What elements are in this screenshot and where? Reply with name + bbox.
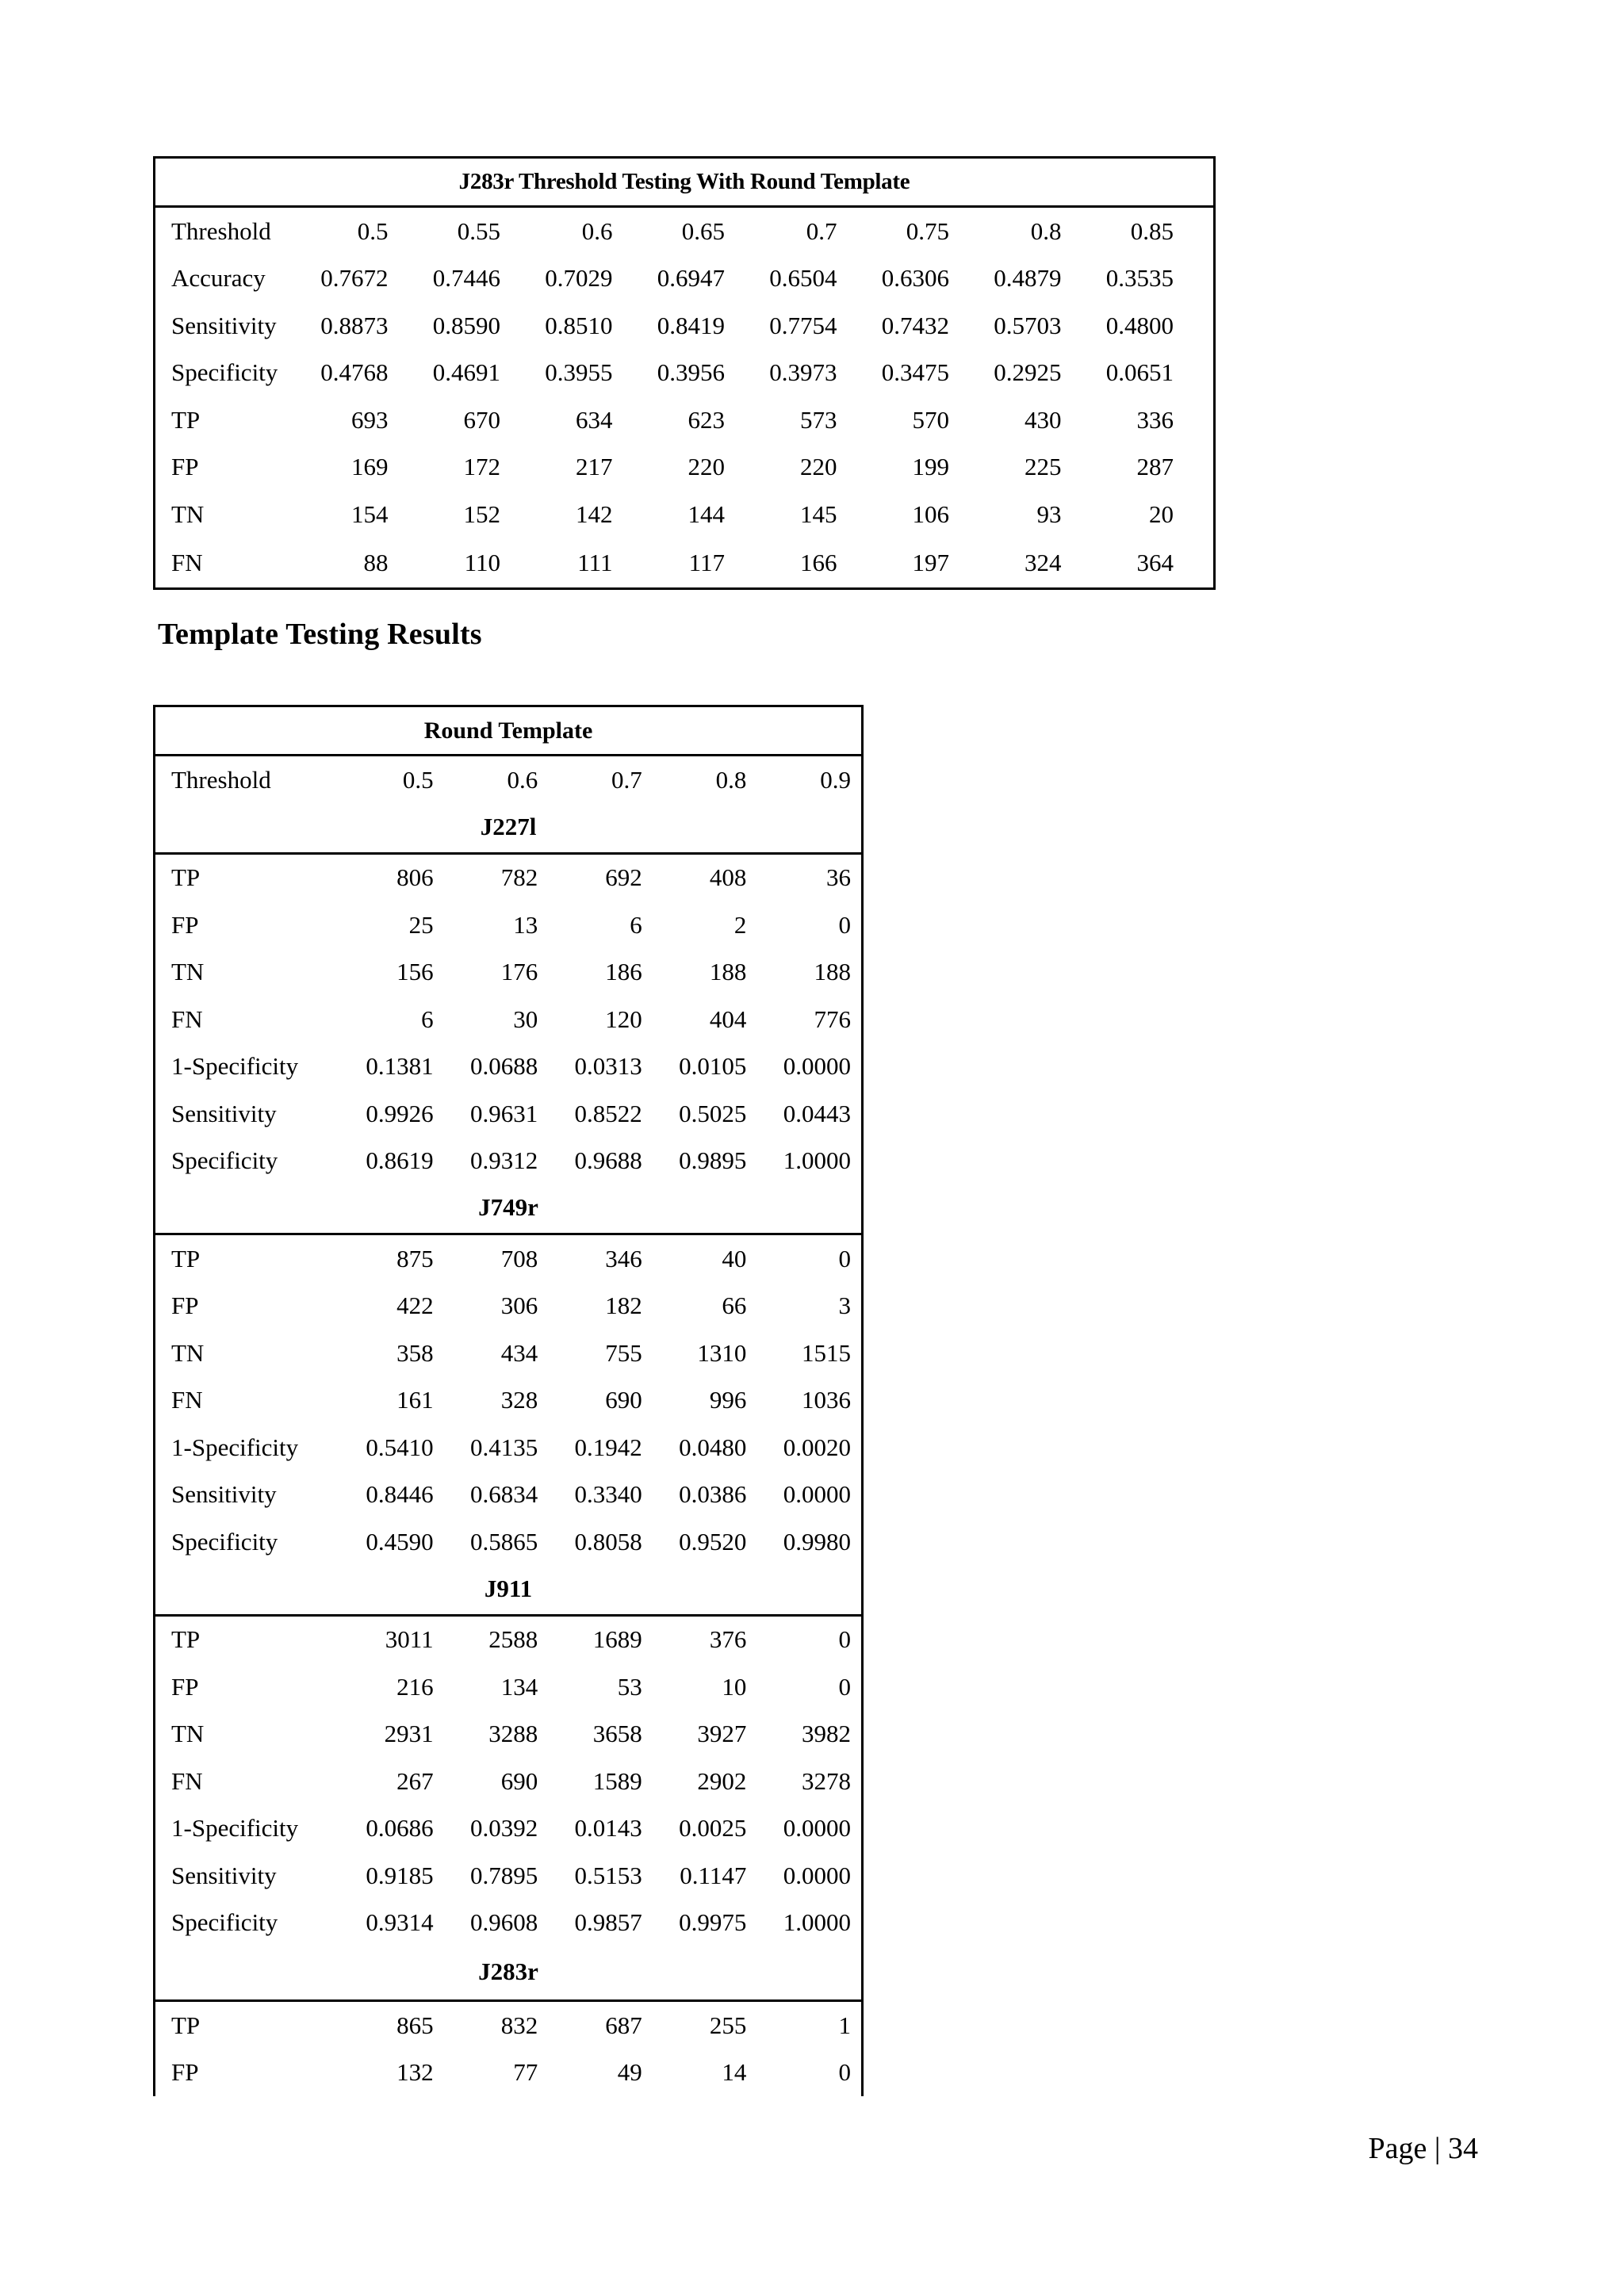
table-cell: 0.4590	[366, 1527, 434, 1556]
table-cell: 0.4768	[320, 358, 389, 387]
table-cell: 3927	[697, 1720, 747, 1748]
table-cell: 0.8058	[574, 1527, 642, 1556]
row-label: Threshold	[171, 765, 271, 794]
row-label: TP	[171, 1625, 201, 1654]
row-label: Threshold	[171, 216, 271, 245]
table-cell: 156	[396, 958, 434, 986]
table-cell: 0.9857	[574, 1908, 642, 1937]
table-cell: 6	[630, 910, 642, 939]
table-cell: 0.5703	[994, 311, 1062, 339]
table-row	[155, 2002, 861, 2049]
table-cell: 220	[688, 453, 725, 481]
table-cell: 66	[722, 1292, 747, 1320]
table-cell: 217	[576, 453, 613, 481]
row-label: Sensitivity	[171, 1480, 277, 1509]
table-cell: 120	[605, 1004, 642, 1033]
table-cell: 2	[733, 910, 747, 939]
table-cell: 88	[363, 548, 389, 576]
table-cell: 169	[351, 453, 389, 481]
table-cell: 0.0386	[679, 1480, 747, 1509]
table-cell: 0	[838, 1625, 851, 1654]
table-cell: 0.5	[402, 765, 434, 794]
table-cell: 20	[1149, 499, 1174, 528]
table-cell: 287	[1136, 453, 1174, 481]
table-cell: 0.7754	[769, 311, 837, 339]
table-cell: 0.6	[507, 765, 538, 794]
group-header: J749r	[155, 1184, 861, 1235]
section-heading: Template Testing Results	[158, 618, 482, 651]
table-cell: 336	[1136, 405, 1174, 434]
table-cell: 690	[605, 1386, 642, 1414]
row-label: 1-Specificity	[171, 1052, 299, 1081]
table-cell: 0.75	[906, 216, 949, 245]
table-cell: 188	[814, 958, 851, 986]
table-cell: 0.1942	[574, 1433, 642, 1461]
table-row	[155, 996, 861, 1043]
row-label: Sensitivity	[171, 311, 277, 339]
table-cell: 0.9895	[679, 1146, 747, 1175]
table-cell: 220	[800, 453, 837, 481]
table-cell: 0.8590	[432, 311, 500, 339]
table-cell: 111	[577, 548, 613, 576]
table-row	[155, 1424, 861, 1471]
row-label: TP	[171, 2011, 201, 2039]
row-label: Specificity	[171, 1146, 278, 1175]
table-cell: 0.8	[715, 765, 747, 794]
table-cell: 782	[500, 863, 538, 892]
table-row	[155, 901, 861, 949]
table-cell: 434	[500, 1338, 538, 1367]
table-cell: 0.0688	[469, 1052, 538, 1081]
table-cell: 225	[1025, 453, 1062, 481]
table-row	[155, 1711, 861, 1758]
table-cell: 358	[396, 1338, 434, 1367]
table-cell: 623	[688, 405, 725, 434]
table-cell: 144	[688, 499, 725, 528]
table-cell: 404	[709, 1004, 747, 1033]
table-cell: 182	[605, 1292, 642, 1320]
row-label: TN	[171, 958, 205, 986]
table-cell: 0.6306	[881, 264, 949, 293]
table-cell: 0.9688	[574, 1146, 642, 1175]
table-cell: 0.9	[820, 765, 851, 794]
row-label: FP	[171, 1672, 199, 1701]
table-row	[155, 1852, 861, 1900]
table-cell: 0.7	[806, 216, 837, 245]
table-cell: 806	[396, 863, 434, 892]
table-cell: 832	[500, 2011, 538, 2039]
table-cell: 0.5	[357, 216, 389, 245]
table-cell: 0	[838, 910, 851, 939]
table-row	[155, 208, 1213, 255]
table-cell: 430	[1025, 405, 1062, 434]
table-cell: 376	[709, 1625, 747, 1654]
table-cell: 216	[396, 1672, 434, 1701]
table-cell: 0	[838, 2058, 851, 2087]
table-cell: 0.0000	[783, 1814, 851, 1843]
table-cell: 0.9926	[366, 1099, 434, 1127]
table-cell: 0.8619	[366, 1146, 434, 1175]
table-cell: 0.5410	[366, 1433, 434, 1461]
table-cell: 3288	[488, 1720, 538, 1748]
table-cell: 2931	[384, 1720, 434, 1748]
table-cell: 708	[500, 1244, 538, 1272]
table-cell: 0.5025	[679, 1099, 747, 1127]
table-cell: 0.0443	[783, 1099, 851, 1127]
table-cell: 1.0000	[783, 1146, 851, 1175]
table-cell: 10	[722, 1672, 747, 1701]
threshold-testing-table	[153, 156, 1216, 590]
table-cell: 172	[463, 453, 500, 481]
table-cell: 93	[1036, 499, 1062, 528]
table-row	[155, 491, 1213, 538]
table-cell: 0.55	[457, 216, 500, 245]
table-cell: 0.0143	[574, 1814, 642, 1843]
table-cell: 142	[576, 499, 613, 528]
row-label: FN	[171, 1386, 203, 1414]
table-cell: 1.0000	[783, 1908, 851, 1937]
table-cell: 3658	[592, 1720, 642, 1748]
table-cell: 0.2925	[994, 358, 1062, 387]
row-label: Specificity	[171, 1527, 278, 1556]
table-cell: 110	[464, 548, 500, 576]
table-row	[155, 756, 861, 804]
table-cell: 0.0025	[679, 1814, 747, 1843]
table-cell: 53	[617, 1672, 642, 1701]
table-cell: 0.3535	[1105, 264, 1174, 293]
table-cell: 0.8446	[366, 1480, 434, 1509]
row-label: TN	[171, 1338, 205, 1367]
table-cell: 1689	[592, 1625, 642, 1654]
table-body	[155, 208, 1213, 587]
table-cell: 570	[912, 405, 949, 434]
table-cell: 2588	[488, 1625, 538, 1654]
table-cell: 573	[800, 405, 837, 434]
group-header: J911	[155, 1566, 861, 1617]
table-cell: 186	[605, 958, 642, 986]
table-cell: 0.0686	[366, 1814, 434, 1843]
table-cell: 0.0000	[783, 1861, 851, 1889]
table-cell: 324	[1025, 548, 1062, 576]
row-label: Specificity	[171, 1908, 278, 1937]
table-cell: 0.1381	[366, 1052, 434, 1081]
table-cell: 1	[838, 2011, 851, 2039]
table-cell: 0.8419	[657, 311, 725, 339]
group-header: J227l	[155, 804, 861, 855]
table-cell: 1036	[801, 1386, 851, 1414]
row-label: FP	[171, 453, 199, 481]
table-cell: 0.3973	[769, 358, 837, 387]
table-cell: 3278	[801, 1766, 851, 1795]
row-label: Sensitivity	[171, 1099, 277, 1127]
table-cell: 132	[396, 2058, 434, 2087]
table-cell: 408	[709, 863, 747, 892]
table-caption: Round Template	[155, 707, 861, 756]
row-label: TN	[171, 499, 205, 528]
table-cell: 0.5865	[469, 1527, 538, 1556]
table-cell: 3011	[385, 1625, 434, 1654]
table-row	[155, 1900, 861, 1947]
table-caption: J283r Threshold Testing With Round Template	[155, 159, 1213, 208]
table-cell: 0.0000	[783, 1052, 851, 1081]
row-label: Accuracy	[171, 264, 266, 293]
table-cell: 0.3956	[657, 358, 725, 387]
table-cell: 0.8522	[574, 1099, 642, 1127]
table-cell: 0.6834	[469, 1480, 538, 1509]
table-cell: 364	[1136, 548, 1174, 576]
table-row	[155, 1518, 861, 1566]
table-cell: 267	[396, 1766, 434, 1795]
table-row	[155, 1377, 861, 1425]
table-cell: 693	[351, 405, 389, 434]
table-cell: 670	[463, 405, 500, 434]
table-cell: 306	[500, 1292, 538, 1320]
table-cell: 634	[576, 405, 613, 434]
table-cell: 25	[408, 910, 434, 939]
table-cell: 996	[709, 1386, 747, 1414]
table-cell: 865	[396, 2011, 434, 2039]
table-cell: 1310	[697, 1338, 747, 1367]
row-label: FN	[171, 548, 203, 576]
table-body	[155, 756, 861, 2096]
table-cell: 49	[617, 2058, 642, 2087]
table-cell: 6	[421, 1004, 434, 1033]
table-cell: 0.0392	[469, 1814, 538, 1843]
table-cell: 875	[396, 1244, 434, 1272]
table-row	[155, 1138, 861, 1185]
table-cell: 0.9631	[469, 1099, 538, 1127]
table-cell: 1515	[801, 1338, 851, 1367]
row-label: TP	[171, 863, 201, 892]
table-cell: 30	[513, 1004, 538, 1033]
row-label: FP	[171, 2058, 199, 2087]
table-row	[155, 1471, 861, 1519]
table-row	[155, 2049, 861, 2097]
table-cell: 0	[838, 1672, 851, 1701]
table-cell: 755	[605, 1338, 642, 1367]
table-cell: 0.0480	[679, 1433, 747, 1461]
row-label: TN	[171, 1720, 205, 1748]
table-cell: 0.7895	[469, 1861, 538, 1889]
row-label: FN	[171, 1004, 203, 1033]
table-cell: 0.0020	[783, 1433, 851, 1461]
table-cell: 0.9980	[783, 1527, 851, 1556]
table-cell: 154	[351, 499, 389, 528]
table-cell: 0.9608	[469, 1908, 538, 1937]
table-cell: 0.9185	[366, 1861, 434, 1889]
table-cell: 0.3340	[574, 1480, 642, 1509]
table-cell: 0.8510	[545, 311, 613, 339]
row-label: FP	[171, 910, 199, 939]
table-cell: 0.0651	[1105, 358, 1174, 387]
table-row	[155, 1805, 861, 1853]
table-cell: 40	[722, 1244, 747, 1272]
table-cell: 0.5153	[574, 1861, 642, 1889]
table-row	[155, 1090, 861, 1138]
table-cell: 0.9314	[366, 1908, 434, 1937]
table-cell: 188	[709, 958, 747, 986]
table-cell: 106	[912, 499, 949, 528]
table-row	[155, 1043, 861, 1091]
row-label: TP	[171, 405, 201, 434]
table-row	[155, 396, 1213, 444]
table-row	[155, 949, 861, 997]
table-cell: 328	[500, 1386, 538, 1414]
row-label: 1-Specificity	[171, 1814, 299, 1843]
table-cell: 346	[605, 1244, 642, 1272]
table-cell: 0	[838, 1244, 851, 1272]
table-cell: 0.4135	[469, 1433, 538, 1461]
table-cell: 176	[500, 958, 538, 986]
table-cell: 0.85	[1130, 216, 1174, 245]
table-cell: 2902	[697, 1766, 747, 1795]
table-cell: 77	[513, 2058, 538, 2087]
table-cell: 0.6	[581, 216, 613, 245]
table-cell: 0.8	[1030, 216, 1062, 245]
table-cell: 134	[500, 1672, 538, 1701]
table-row	[155, 1235, 861, 1283]
table-cell: 1589	[592, 1766, 642, 1795]
table-cell: 690	[500, 1766, 538, 1795]
table-cell: 0.9520	[679, 1527, 747, 1556]
table-cell: 0.65	[681, 216, 725, 245]
table-cell: 0.6947	[657, 264, 725, 293]
table-cell: 36	[825, 863, 851, 892]
table-cell: 776	[814, 1004, 851, 1033]
group-header: J283r	[155, 1946, 861, 2002]
table-cell: 0.6504	[769, 264, 837, 293]
table-cell: 0.7446	[432, 264, 500, 293]
table-row	[155, 1283, 861, 1330]
table-cell: 0.0313	[574, 1052, 642, 1081]
table-cell: 0.7432	[881, 311, 949, 339]
table-row	[155, 1330, 861, 1377]
row-label: TP	[171, 1244, 201, 1272]
table-cell: 0.9975	[679, 1908, 747, 1937]
table-cell: 0.0000	[783, 1480, 851, 1509]
table-cell: 152	[463, 499, 500, 528]
table-cell: 0.4879	[994, 264, 1062, 293]
table-row	[155, 1758, 861, 1805]
table-cell: 161	[396, 1386, 434, 1414]
table-cell: 0.4800	[1105, 311, 1174, 339]
table-cell: 0.4691	[432, 358, 500, 387]
table-cell: 3	[838, 1292, 851, 1320]
page-number: Page | 34	[1368, 2132, 1478, 2165]
table-row	[155, 538, 1213, 587]
table-cell: 0.9312	[469, 1146, 538, 1175]
table-row	[155, 855, 861, 902]
table-cell: 166	[800, 548, 837, 576]
table-cell: 0.8873	[320, 311, 389, 339]
table-cell: 3982	[801, 1720, 851, 1748]
row-label: Specificity	[171, 358, 278, 387]
table-cell: 255	[709, 2011, 747, 2039]
table-row	[155, 1617, 861, 1664]
row-label: FN	[171, 1766, 203, 1795]
table-cell: 0.3955	[545, 358, 613, 387]
table-cell: 0.0105	[679, 1052, 747, 1081]
table-row	[155, 350, 1213, 397]
table-cell: 0.1147	[680, 1861, 747, 1889]
template-testing-table	[153, 705, 864, 2096]
table-cell: 199	[912, 453, 949, 481]
table-cell: 145	[800, 499, 837, 528]
row-label: FP	[171, 1292, 199, 1320]
table-cell: 687	[605, 2011, 642, 2039]
table-cell: 0.3475	[881, 358, 949, 387]
table-cell: 0.7029	[545, 264, 613, 293]
table-cell: 692	[605, 863, 642, 892]
table-row	[155, 444, 1213, 492]
table-cell: 0.7672	[320, 264, 389, 293]
table-row	[155, 1663, 861, 1711]
table-row	[155, 302, 1213, 350]
table-cell: 117	[688, 548, 725, 576]
table-cell: 13	[513, 910, 538, 939]
table-cell: 14	[722, 2058, 747, 2087]
row-label: 1-Specificity	[171, 1433, 299, 1461]
table-cell: 0.7	[611, 765, 642, 794]
row-label: Sensitivity	[171, 1861, 277, 1889]
table-cell: 422	[396, 1292, 434, 1320]
table-cell: 197	[912, 548, 949, 576]
table-row	[155, 255, 1213, 303]
